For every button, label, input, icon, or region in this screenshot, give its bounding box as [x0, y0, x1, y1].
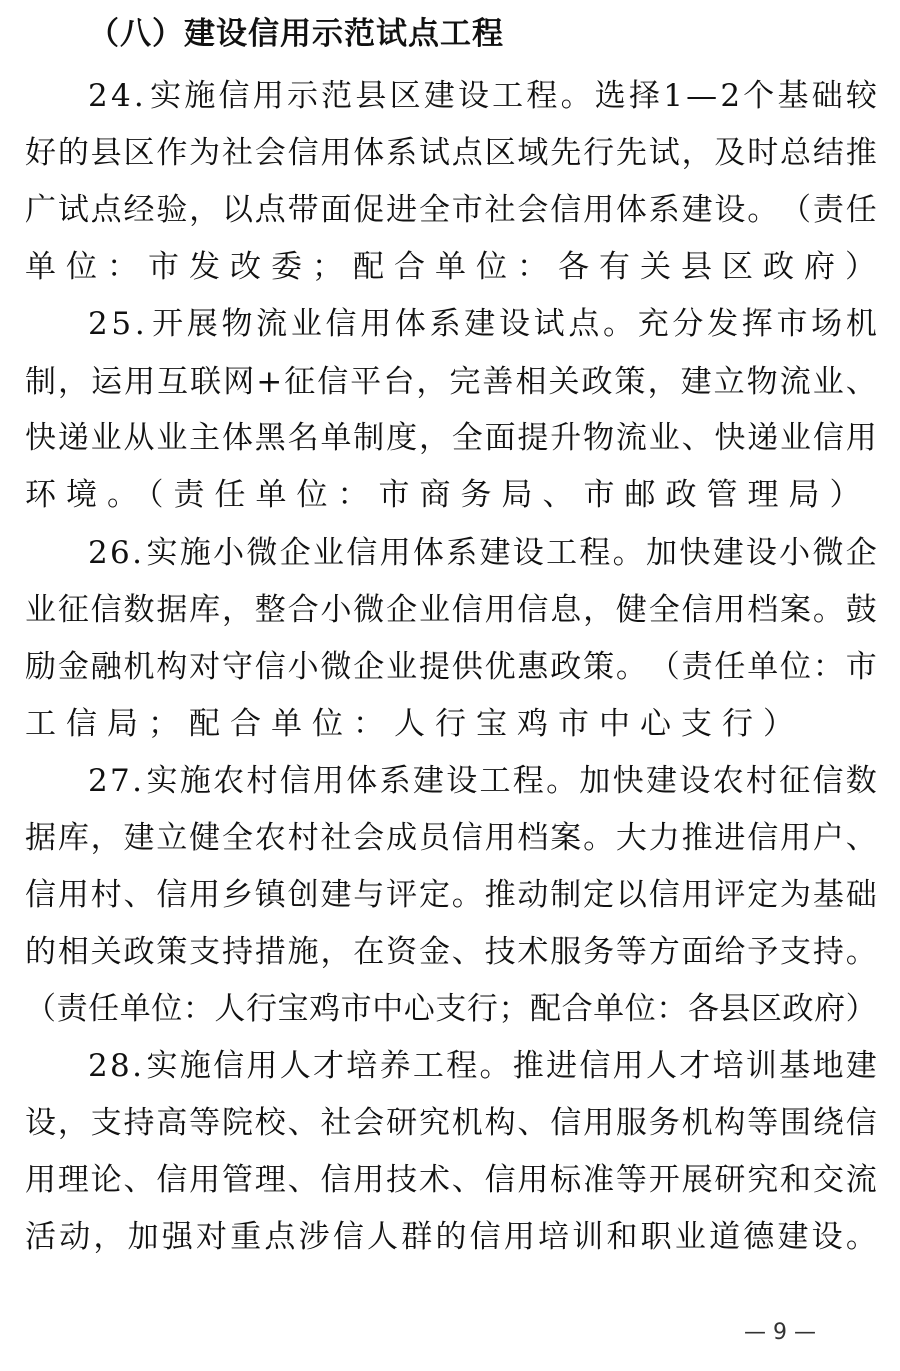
paragraph-26-line-1: 2 6 . 实 施 小 微 企 业 信 用 体 系 建 设 工 程 。 加 快 建 设 小 微 企: [88, 535, 877, 571]
paragraph-27-line-4: 的 相 关 政 策 支 持 措 施 ， 在 资 金 、 技 术 服 务 等 方 面 给 予 支 持 。: [25, 934, 877, 970]
paragraph-28-line-3: 用 理 论 、 信 用 管 理 、 信 用 技 术 、 信 用 标 准 等 开 展 研 究 和 交 流: [25, 1162, 877, 1198]
page-number: — 9 —: [744, 1320, 816, 1345]
paragraph-25-line-2: 制 ， 运 用 互 联 网 + 征 信 平 台 ， 完 善 相 关 政 策 ， 建 立 物 流 业 、: [25, 364, 877, 400]
paragraph-24-line-4: 单位：市发改委；配合单位：各有关县区政府）: [25, 249, 886, 285]
paragraph-24-line-3: 广 试 点 经 验 ， 以 点 带 面 促 进 全 市 社 会 信 用 体 系 建 设 。 （ 责 任: [25, 192, 877, 228]
paragraph-25-line-3: 快 递 业 从 业 主 体 黑 名 单 制 度 ， 全 面 提 升 物 流 业 、 快 递 业 信 用: [25, 420, 877, 456]
paragraph-26-line-3: 励 金 融 机 构 对 守 信 小 微 企 业 提 供 优 惠 政 策 。 （ 责 任 单 位 ： 市: [25, 649, 877, 685]
paragraph-28-line-1: 2 8 . 实 施 信 用 人 才 培 养 工 程 。 推 进 信 用 人 才 培 训 基 地 建: [88, 1048, 877, 1084]
paragraph-24-line-2: 好 的 县 区 作 为 社 会 信 用 体 系 试 点 区 域 先 行 先 试 ， 及 时 总 结 推: [25, 135, 877, 171]
paragraph-27-line-3: 信 用 村 、 信 用 乡 镇 创 建 与 评 定 。 推 动 制 定 以 信 用 评 定 为 基 础: [25, 877, 877, 913]
paragraph-28-line-2: 设 ， 支 持 高 等 院 校 、 社 会 研 究 机 构 、 信 用 服 务 机 构 等 围 绕 信: [25, 1105, 877, 1141]
paragraph-26-line-2: 业 征 信 数 据 库 ， 整 合 小 微 企 业 信 用 信 息 ， 健 全 信 用 档 案 。 鼓: [25, 592, 877, 628]
paragraph-26-line-4: 工信局；配合单位：人行宝鸡市中心支行）: [25, 706, 804, 742]
paragraph-28-line-4: 活 动 ， 加 强 对 重 点 涉 信 人 群 的 信 用 培 训 和 职 业 道 德 建 设 。: [25, 1219, 877, 1255]
section-heading: （八）建设信用示范试点工程: [88, 16, 504, 52]
paragraph-27-line-1: 2 7 . 实 施 农 村 信 用 体 系 建 设 工 程 。 加 快 建 设 农 村 征 信 数: [88, 763, 877, 799]
paragraph-24-line-1: 2 4 . 实 施 信 用 示 范 县 区 建 设 工 程 。 选 择 1 — 2 个 基 础 较: [88, 78, 877, 114]
paragraph-25-line-1: 2 5 . 开 展 物 流 业 信 用 体 系 建 设 试 点 。 充 分 发 挥 市 场 机: [88, 306, 877, 342]
paragraph-27-line-5: （ 责 任 单 位 ： 人 行 宝 鸡 市 中 心 支 行 ； 配 合 单 位 ： 各 县 区 政 府 ）: [25, 991, 877, 1027]
paragraph-25-line-4: 环境。（责任单位：市商务局、市邮政管理局）: [25, 477, 871, 513]
paragraph-27-line-2: 据 库 ， 建 立 健 全 农 村 社 会 成 员 信 用 档 案 。 大 力 推 进 信 用 户 、: [25, 820, 877, 856]
